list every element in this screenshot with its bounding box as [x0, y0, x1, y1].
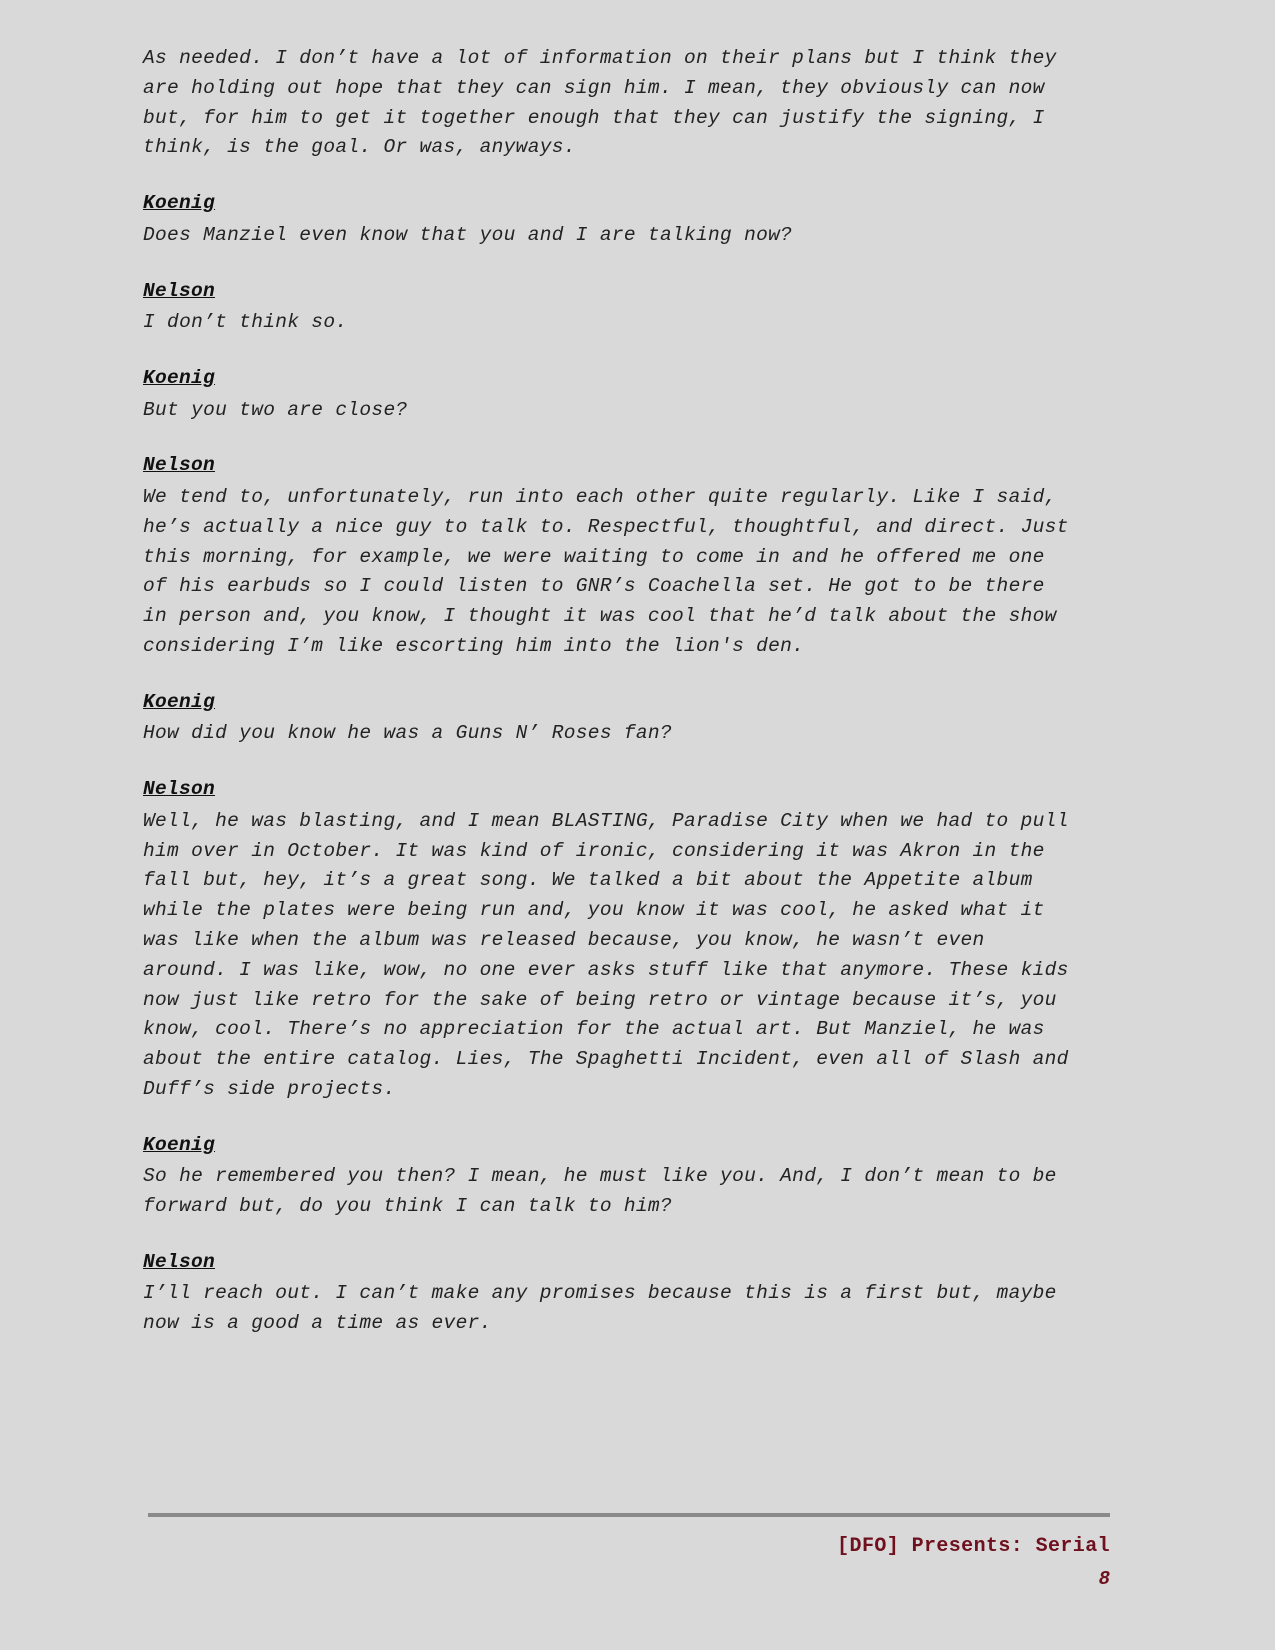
speech-paragraph: But you two are close?: [143, 398, 408, 421]
speech-paragraph: Well, he was blasting, and I mean BLASTING, Paradise City when we had to pull him over in October. It was kind of ironic, considering it was Akron in the fall but, hey, it’s a great song. We talked a bit about the Appetite album while the plates were being run and, you know it was cool, he asked what it was like when the album was released because, you know, he wasn’t even around. I was like, wow, no one ever asks stuff like that anymore. These kids now just like retro for the sake of being retro or vintage because it’s, you know, cool. There’s no appreciation for the actual art. But Manziel, he was about the entire catalog. Lies, The Spaghetti Incident, even all of Slash and Duff’s side projects.: [143, 809, 1069, 1100]
transcript-block: [143, 277, 1078, 338]
transcript-block: [143, 688, 1078, 749]
speech-paragraph: How did you know he was a Guns N’ Roses fan?: [143, 722, 672, 745]
speaker-label: Koenig: [143, 690, 216, 713]
transcript-block: [143, 44, 1078, 163]
page-footer: [143, 1532, 1110, 1594]
transcript-block: [143, 189, 1078, 250]
speech-paragraph: So he remembered you then? I mean, he must like you. And, I don’t mean to be forward but, do you think I can talk to him?: [143, 1165, 1057, 1218]
transcript-block: [143, 1131, 1078, 1222]
transcript-body: [143, 44, 1078, 1339]
speaker-label: Nelson: [143, 778, 216, 801]
speech-paragraph: I’ll reach out. I can’t make any promises because this is a first but, maybe now is a good a time as ever.: [143, 1282, 1057, 1335]
speaker-label: Nelson: [143, 279, 216, 302]
page-number: 8: [1098, 1568, 1110, 1590]
speaker-label: Koenig: [143, 366, 216, 389]
speech-paragraph: As needed. I don’t have a lot of information on their plans but I think they are holding out hope that they can sign him. I mean, they obviously can now but, for him to get it together enough that they can justify the signing, I think, is the goal. Or was, anyways.: [143, 47, 1057, 159]
speech-paragraph: We tend to, unfortunately, run into each other quite regularly. Like I said, he’s actually a nice guy to talk to. Respectful, thoughtful, and direct. Just this morning, for example, we were waiting to come in and he offered me one of his earbuds so I could listen to GNR’s Coachella set. He got to be there in person and, you know, I thought it was cool that he’d talk about the show considering I’m like escorting him into the lion's den.: [143, 485, 1069, 657]
footer-title: [DFO] Presents: Serial: [837, 1535, 1110, 1558]
transcript-block: [143, 364, 1078, 425]
transcript-block: [143, 1248, 1078, 1339]
speaker-label: Nelson: [143, 1250, 216, 1273]
transcript-block: [143, 451, 1078, 661]
speech-paragraph: I don’t think so.: [143, 311, 348, 334]
speaker-label: Nelson: [143, 454, 216, 477]
speaker-label: Koenig: [143, 1133, 216, 1156]
footer-divider: [148, 1513, 1110, 1517]
speaker-label: Koenig: [143, 192, 216, 215]
speech-paragraph: Does Manziel even know that you and I are talking now?: [143, 223, 793, 246]
transcript-block: [143, 775, 1078, 1105]
